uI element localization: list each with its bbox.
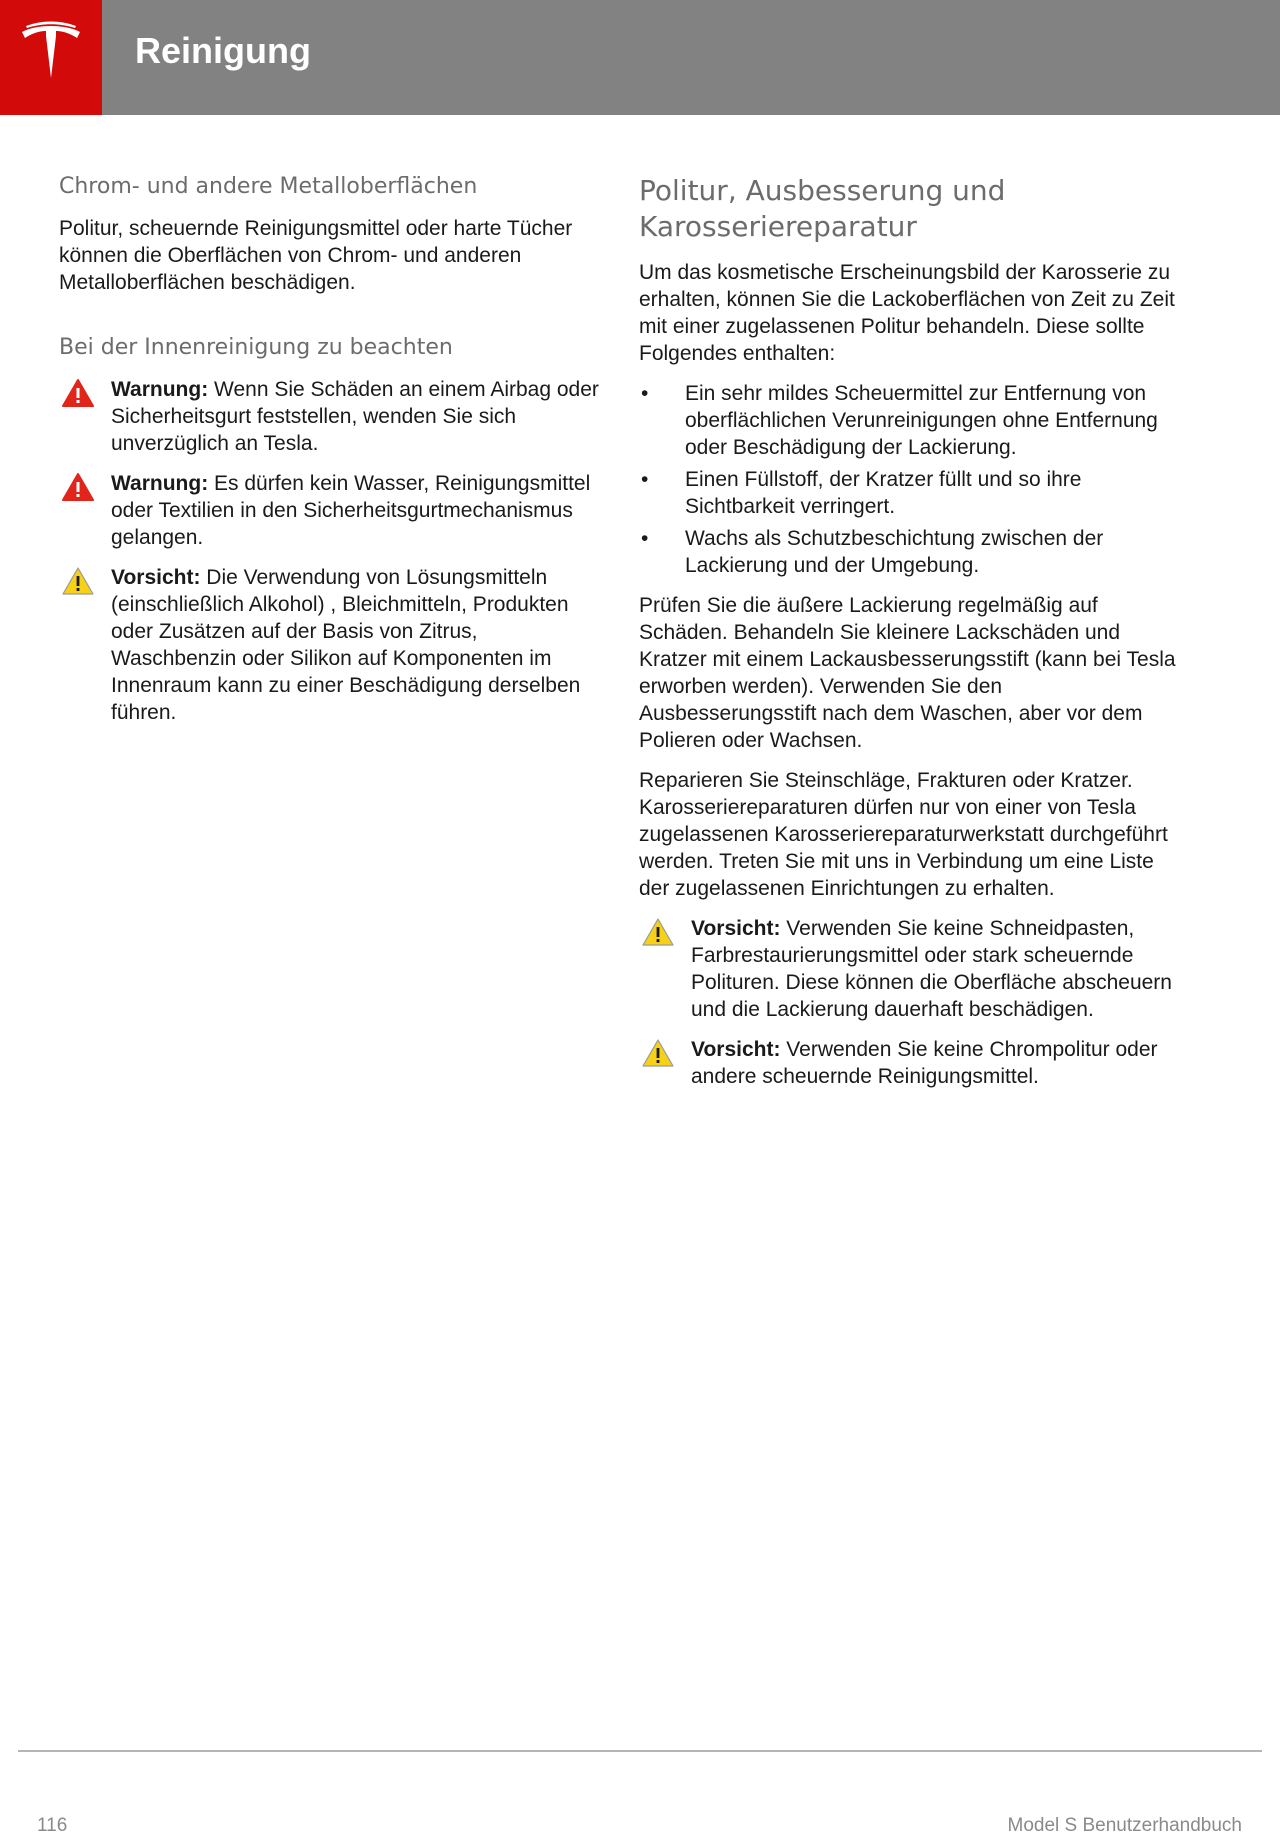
polish-ingredients-list (639, 380, 1179, 579)
interior-section-heading: Bei der Innenreinigung zu beachten (59, 335, 453, 360)
list-item: • Wachs als Schutzbeschichtung zwischen der Lackierung und der Umgebung. (641, 527, 1104, 577)
caution-yellow-icon (642, 1038, 674, 1068)
warning-red-icon (62, 472, 94, 502)
polish-section-heading: Politur, Ausbesserung und Karosseriereparatur (639, 174, 1006, 243)
body-repair-text: Reparieren Sie Steinschläge, Frakturen oder Kratzer. Karosseriereparaturen dürfen nur von einer von Tesla zugelassenen Karosseriereparaturwerkstatt durchgeführt werden. Treten Sie mit uns in Verbindung um eine Liste der zugelassenen Einrichtungen zu erhalten. (639, 769, 1168, 900)
paint-inspection-text: Prüfen Sie die äußere Lackierung regelmäßig auf Schäden. Behandeln Sie kleinere Lackschäden und Kratzer mit einem Lackausbesserungsstift (kann bei Tesla erworben werden). Verwenden Sie den Ausbesserungsstift nach dem Waschen, aber vor dem Polieren oder Wachsen. (639, 594, 1176, 752)
notice-text: Die Verwendung von Lösungsmitteln (einschließlich Alkohol) , Bleichmitteln, Produkten oder Zusätzen auf der Basis von Zitrus, Waschbenzin oder Silikon auf Komponenten im Innenraum kann zu einer Beschädigung derselben führen. (111, 566, 581, 724)
bullet-marker: • (641, 468, 649, 491)
notice-label: Vorsicht: (691, 917, 781, 940)
manual-title: Model S Benutzerhandbuch (1007, 1815, 1242, 1836)
notice-label: Warnung: (111, 378, 209, 401)
caution-yellow-icon (642, 917, 674, 947)
notice-label: Vorsicht: (111, 566, 201, 589)
left-column (59, 170, 599, 739)
polish-intro-text: Um das kosmetische Erscheinungsbild der Karosserie zu erhalten, können Sie die Lackoberflächen von Zeit zu Zeit mit einer zugelassenen Politur behandeln. Diese sollte Folgendes enthalten: (639, 261, 1175, 365)
caution-notice (59, 564, 599, 726)
caution-notice (639, 1036, 1179, 1090)
list-item: • Ein sehr mildes Scheuermittel zur Entfernung von oberflächlichen Verunreinigungen ohne Entfernung oder Beschädigung der Lackierung. (641, 382, 1158, 459)
notice-label: Warnung: (111, 472, 209, 495)
bullet-marker: • (641, 527, 649, 550)
list-item: • Einen Füllstoff, der Kratzer füllt und so ihre Sichtbarkeit verringert. (641, 468, 1082, 518)
bullet-marker: • (641, 382, 649, 405)
header-bar (0, 0, 1280, 115)
notice-text: Es dürfen kein Wasser, Reinigungsmittel oder Textilien in den Sicherheitsgurtmechanismus gelangen. (111, 472, 591, 549)
notice-text: Verwenden Sie keine Chrompolitur oder andere scheuernde Reinigungsmittel. (691, 1038, 1158, 1088)
notice-label: Vorsicht: (691, 1038, 781, 1061)
warning-notice (59, 470, 599, 551)
chrome-section-text: Politur, scheuernde Reinigungsmittel oder harte Tücher können die Oberflächen von Chrom- und anderen Metalloberflächen beschädigen. (59, 217, 573, 294)
footer-divider (18, 1750, 1262, 1752)
notice-text: Wenn Sie Schäden an einem Airbag oder Sicherheitsgurt feststellen, wenden Sie sich unverzüglich an Tesla. (111, 378, 599, 455)
tesla-t-logo-icon (16, 18, 86, 88)
chrome-section-heading: Chrom- und andere Metalloberflächen (59, 174, 478, 199)
page-title: Reinigung (135, 30, 311, 71)
right-column (639, 170, 1179, 1103)
page-number: 116 (37, 1815, 68, 1836)
warning-red-icon (62, 378, 94, 408)
notice-text: Verwenden Sie keine Schneidpasten, Farbrestaurierungsmittel oder stark scheuernde Polituren. Diese können die Oberfläche abscheuern und die Lackierung dauerhaft beschädigen. (691, 917, 1172, 1021)
caution-yellow-icon (62, 566, 94, 596)
caution-notice (639, 915, 1179, 1023)
brand-logo (0, 0, 102, 115)
warning-notice (59, 376, 599, 457)
